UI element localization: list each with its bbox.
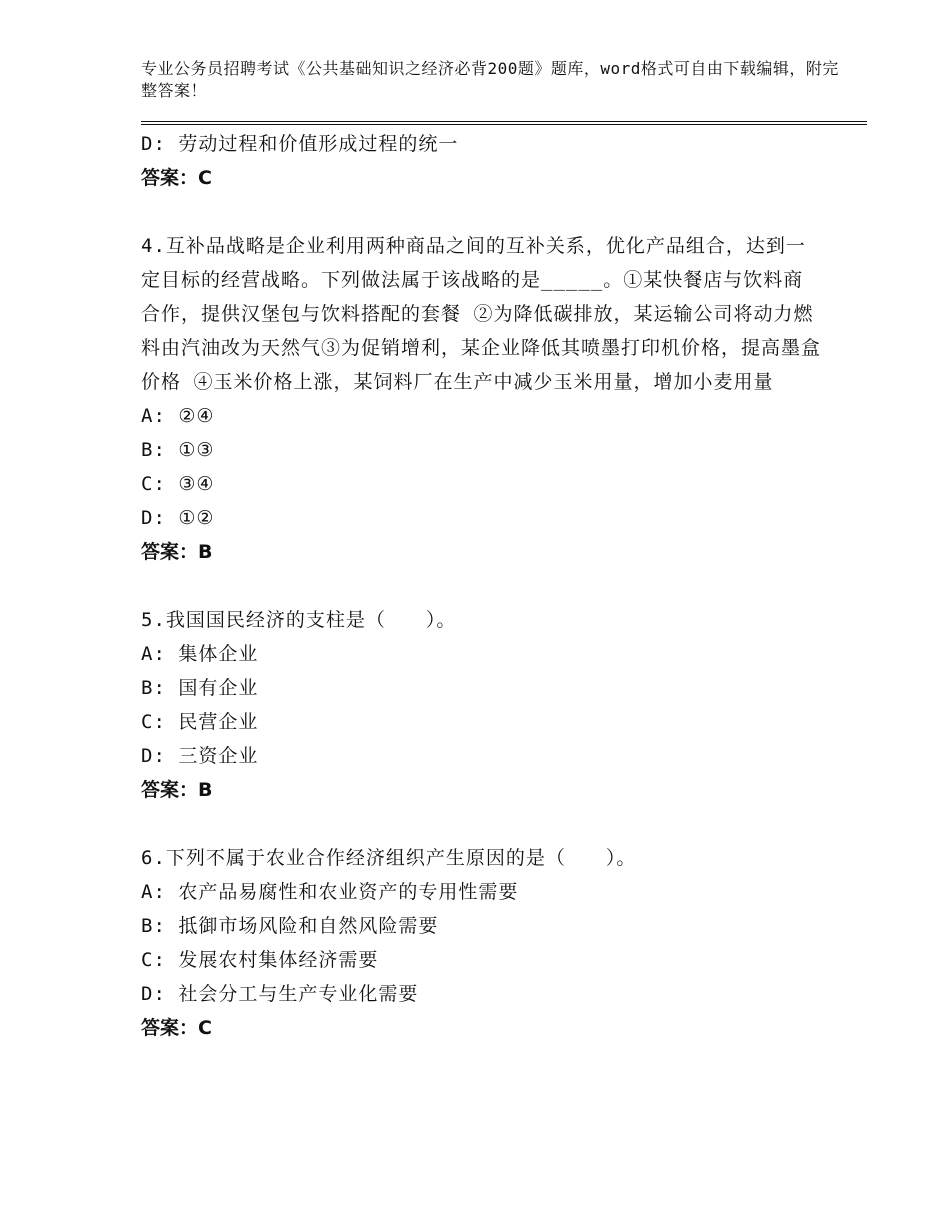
option-d: D: 社会分工与生产专业化需要 bbox=[141, 983, 419, 1005]
option-d: D: 劳动过程和价值形成过程的统一 bbox=[141, 133, 459, 155]
question-stem: 6.下列不属于农业合作经济组织产生原因的是（ ）。 bbox=[141, 847, 637, 869]
option-c: C: 发展农村集体经济需要 bbox=[141, 949, 379, 971]
question-content bbox=[141, 127, 821, 1045]
option-a: A: 农产品易腐性和农业资产的专用性需要 bbox=[141, 881, 519, 903]
question-5 bbox=[141, 603, 821, 807]
question-4 bbox=[141, 229, 821, 569]
option-b: B: ①③ bbox=[141, 439, 215, 461]
option-d: D: 三资企业 bbox=[141, 745, 259, 767]
option-c: C: 民营企业 bbox=[141, 711, 259, 733]
answer: 答案：C bbox=[141, 1017, 212, 1039]
answer: 答案：B bbox=[141, 779, 213, 801]
page-header: 专业公务员招聘考试《公共基础知识之经济必背200题》题库，word格式可自由下载编辑，附完整答案！ bbox=[141, 59, 839, 100]
question-stem: 5.我国国民经济的支柱是（ ）。 bbox=[141, 609, 457, 631]
answer: 答案：B bbox=[141, 541, 213, 563]
option-b: B: 抵御市场风险和自然风险需要 bbox=[141, 915, 439, 937]
option-b: B: 国有企业 bbox=[141, 677, 259, 699]
question-stem: 4.互补品战略是企业利用两种商品之间的互补关系，优化产品组合，达到一定目标的经营战略。下列做法属于该战略的是_____。①某快餐店与饮料商合作，提供汉堡包与饮料搭配的套餐 ②为降低碳排放，某运输公司将动力燃料由汽油改为天然气③为促销增利，某企业降低其喷墨打印机价格，提高墨盒价格 ④玉米价格上涨，某饲料厂在生产中减少玉米用量，增加小麦用量 bbox=[141, 235, 822, 393]
option-a: A: 集体企业 bbox=[141, 643, 259, 665]
option-d: D: ①② bbox=[141, 507, 215, 529]
header-rule bbox=[141, 121, 867, 125]
answer: 答案：C bbox=[141, 167, 212, 189]
option-a: A: ②④ bbox=[141, 405, 215, 427]
option-c: C: ③④ bbox=[141, 473, 215, 495]
question-6 bbox=[141, 841, 821, 1045]
